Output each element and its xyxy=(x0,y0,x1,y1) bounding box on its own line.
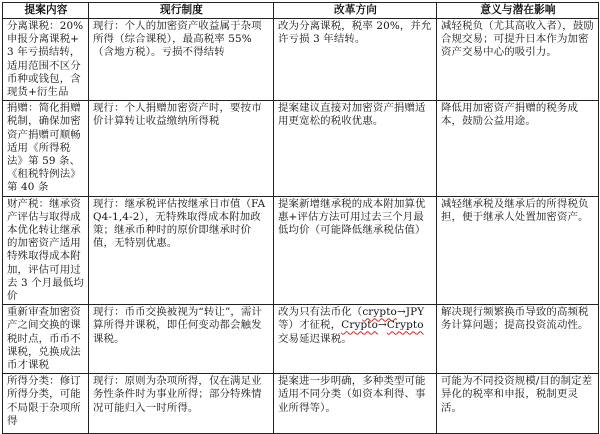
cell-proposal: 捐赠：简化捐赠税制，确保加密资产捐赠可顺畅适用《所得税法》第 59 条、《租税特例法》第 40 条 xyxy=(3,101,89,196)
cell-current: 现行：原则为杂项所得，仅在满足业务性条件时为事业所得；部分特殊情况可能归入一时所得。 xyxy=(89,374,274,434)
table-header-row xyxy=(3,3,599,19)
cell-impact: 解决现行频繁换币导致的高频税务计算问题；提高投资流动性。 xyxy=(437,305,599,374)
cell-proposal: 所得分类：修订所得分类，可能不局限于杂项所得 xyxy=(3,374,89,434)
cell-reform: 提案建议直接对加密资产捐赠适用更宽松的税收优惠。 xyxy=(274,101,437,196)
cell-reform: 提案新增继承税的成本附加算优惠+评估方法可用过去三个月最低均价（可能降低继承税估值） xyxy=(274,196,437,305)
cell-current: 现行：币币交换被视为“转让”，需计算所得并课税，即任何变动都会触发课税。 xyxy=(89,305,274,374)
crypto-term: Crypto xyxy=(386,319,424,332)
cell-current: 现行：个人的加密资产收益属于杂项所得（综合课税），最高税率 55%（含地方税）。亏损不得结转 xyxy=(89,19,274,101)
header-impact: 意义与潜在影响 xyxy=(437,3,599,19)
table-row xyxy=(3,196,599,305)
header-proposal: 提案内容 xyxy=(3,3,89,19)
table-row xyxy=(3,305,599,374)
cell-current: 现行：个人捐赠加密资产时，要按市价计算转让收益缴纳所得税 xyxy=(89,101,274,196)
reform-text-part: 改为只有法币化（ xyxy=(278,306,363,319)
cell-impact: 降低用加密资产捐赠的税务成本，鼓励公益用途。 xyxy=(437,101,599,196)
crypto-term: crypto xyxy=(362,306,397,319)
cell-current: 现行：继承税评估按继承日市值（FAQ4-1,4-2），无特殊取得成本附加政策；继承币种时的原价即继承时价值，无特别优惠。 xyxy=(89,196,274,305)
document-page xyxy=(2,2,598,427)
cell-impact: 可能为不同投资规模/目的制定差异化的税率和申报，税制更灵活。 xyxy=(437,374,599,434)
reform-text-part: 交易延迟课税。 xyxy=(278,332,352,345)
crypto-term: Crypto xyxy=(341,319,379,332)
cell-impact: 减轻继承税及继承后的所得税负担，便于继承人处置加密资产。 xyxy=(437,196,599,305)
cell-proposal: 财产税：继承资产评估与取得成本优化转让继承的加密资产适用特殊取得成本附加，评估可用过去 3 个月最低均价 xyxy=(3,196,89,305)
cell-impact: 减轻税负（尤其高收入者），鼓励合规交易；可提升日本作为加密资产交易中心的吸引力。 xyxy=(437,19,599,101)
header-current-system: 现行制度 xyxy=(89,3,274,19)
cell-proposal: 分离课税：20%申报分离课税+3 年亏损结转，适用范围不区分币种或钱包，含现货+衍生品 xyxy=(3,19,89,101)
cell-reform: 改为分离课税，税率 20%，并允许亏损 3 年结转。 xyxy=(274,19,437,101)
cell-proposal: 重新审查加密资产之间交换的课税时点，币币不课税，兑换成法币才课税 xyxy=(3,305,89,374)
table-row xyxy=(3,19,599,101)
reform-text-part: → xyxy=(378,319,387,332)
cell-reform: 提案进一步明确，多种类型可能适用不同分类（如资本利得、事业所得等）。 xyxy=(274,374,437,434)
header-reform-direction: 改革方向 xyxy=(274,3,437,19)
table-row xyxy=(3,101,599,196)
table-row xyxy=(3,374,599,434)
cell-reform xyxy=(274,305,437,374)
policy-table xyxy=(2,2,599,434)
reform-text-part: →JPY 等）才征税， xyxy=(278,306,425,332)
